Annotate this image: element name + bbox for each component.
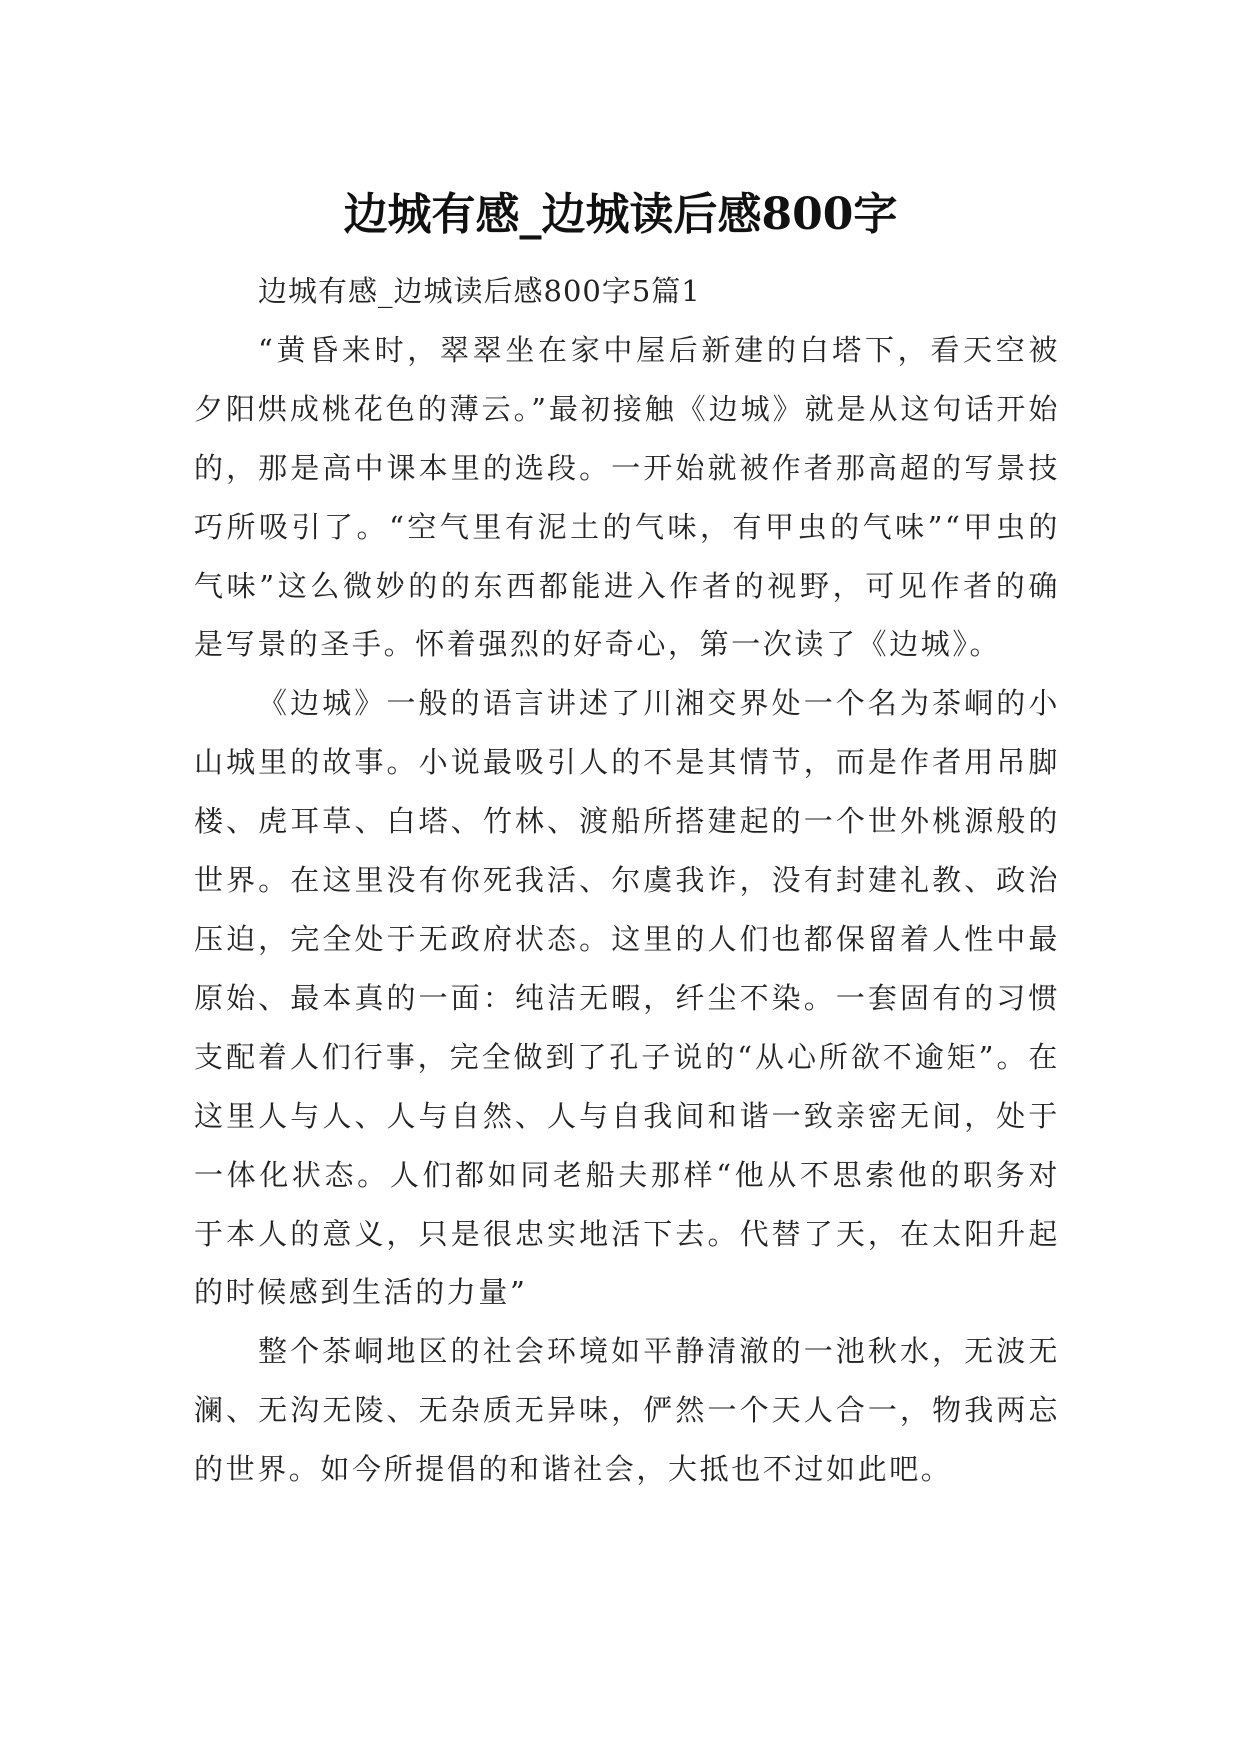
paragraph-2: 《边城》一般的语言讲述了川湘交界处一个名为茶峒的小山城里的故事。小说最吸引人的不是其情节，而是作者用吊脚楼、虎耳草、白塔、竹林、渡船所搭建起的一个世外桃源般的世界。在这里没有你死我活、尔虞我诈，没有封建礼教、政治压迫，完全处于无政府状态。这里的人们也都保留着人性中最原始、最本真的一面：纯洁无暇，纤尘不染。一套固有的习惯支配着人们行事，完全做到了孔子说的“从心所欲不逾矩”。在这里人与人、人与自然、人与自我间和谐一致亲密无间，处于一体化状态。人们都如同老船夫那样“他从不思索他的职务对于本人的意义，只是很忠实地活下去。代替了天，在太阳升起的时候感到生活的力量” bbox=[194, 686, 1060, 1310]
paragraph-1: “黄昏来时，翠翠坐在家中屋后新建的白塔下，看天空被夕阳烘成桃花色的薄云。”最初接触《边城》就是从这句话开始的，那是高中课本里的选段。一开始就被作者那高超的写景技巧所吸引了。“空气里有泥土的气味，有甲虫的气味”“甲虫的气味”这么微妙的的东西都能进入作者的视野，可见作者的确是写景的圣手。怀着强烈的好奇心，第一次读了《边城》。 bbox=[194, 332, 1060, 662]
document-body bbox=[194, 262, 1060, 1499]
paragraph-3: 整个茶峒地区的社会环境如平静清澈的一池秋水，无波无澜、无沟无陵、无杂质无异味，俨然一个天人合一，物我两忘的世界。如今所提倡的和谐社会，大抵也不过如此吧。 bbox=[194, 1334, 1060, 1487]
document-subtitle: 边城有感_边城读后感800字5篇1 bbox=[258, 274, 701, 308]
document-title: 边城有感_边城读后感800字 bbox=[343, 189, 898, 241]
